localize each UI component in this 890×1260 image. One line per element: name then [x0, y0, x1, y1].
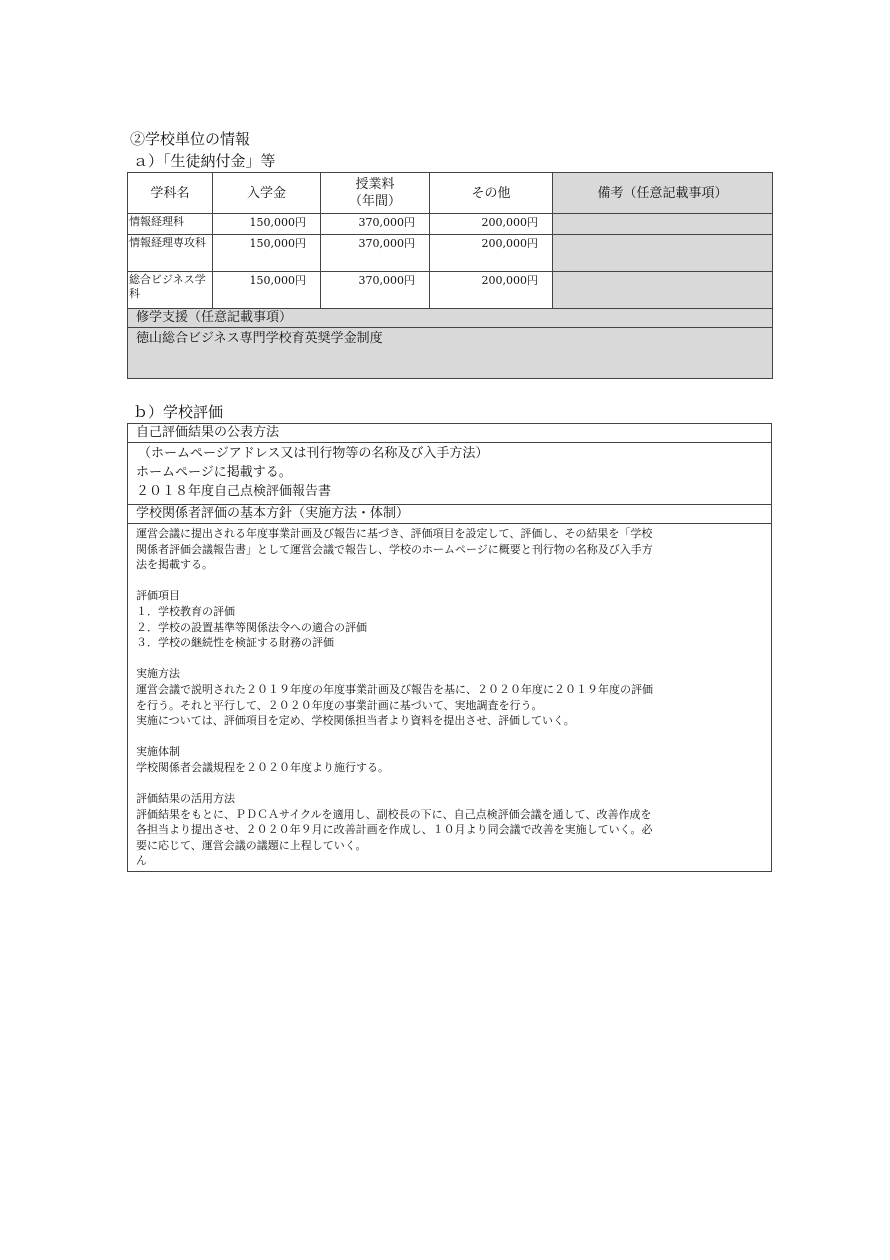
table-row [128, 272, 773, 309]
list-item: １．学校教育の評価 [136, 604, 235, 618]
table-row [128, 214, 773, 235]
intro-line: 関係者評価会議報告書」として運営会議で報告し、学校のホームページに概要と刊行物の名称及び入手方 [136, 542, 653, 556]
header-notes: 備考（任意記載事項） [553, 173, 773, 214]
self-eval-header: 自己評価結果の公表方法 [128, 424, 771, 443]
header-department: 学科名 [128, 173, 213, 214]
method-title: 実施方法 [136, 667, 180, 681]
tuition-fee: 370,000円 [321, 272, 430, 309]
fees-header-row [128, 173, 773, 214]
self-eval-line1: ホームページに掲載する。 [136, 465, 292, 480]
table-row [128, 235, 773, 272]
support-body-row [128, 328, 773, 379]
department-name: 総合ビジネス学科 [128, 272, 213, 309]
header-other: その他 [430, 173, 553, 214]
department-name: 情報経理専攻科 [128, 235, 213, 272]
fees-title: ａ）「生徒納付金」等 [133, 152, 276, 170]
intro-line: 運営会議に提出される年度事業計画及び報告に基づき、評価項目を設定して、評価し、その結果を「学校 [136, 527, 653, 540]
use-line: 各担当より提出させ、２０２０年９月に改善計画を作成し、１０月より同会議で改善を実施していく。必 [136, 823, 653, 837]
other-fee: 200,000円 [430, 235, 553, 272]
tuition-fee: 370,000円 [321, 214, 430, 235]
fees-table [127, 172, 773, 379]
method-line: 運営会議で説明された２０１９年度の年度事業計画及び報告を基に、２０２０年度に２０１９年度の評価 [136, 682, 653, 696]
list-item: ２．学校の設置基準等関係法令への適合の評価 [136, 620, 367, 634]
entrance-fee: 150,000円 [213, 272, 321, 309]
stakeholder-body [128, 524, 771, 871]
section-title: ②学校単位の情報 [130, 130, 251, 148]
tuition-fee: 370,000円 [321, 235, 430, 272]
list-item: ３．学校の継続性を検証する財務の評価 [136, 636, 334, 650]
department-name: 情報経理科 [128, 214, 213, 235]
stakeholder-header: 学校関係者評価の基本方針（実施方法・体制） [128, 505, 771, 524]
notes-cell [553, 214, 773, 235]
self-eval-line2: ２０１８年度自己点検評価報告書 [136, 484, 332, 499]
evaluation-box [127, 423, 772, 872]
other-fee: 200,000円 [430, 214, 553, 235]
entrance-fee: 150,000円 [213, 235, 321, 272]
system-title: 実施体制 [136, 745, 180, 759]
support-body: 徳山総合ビジネス専門学校育英奨学金制度 [128, 328, 773, 379]
use-line: ん [136, 854, 147, 868]
use-line: 要に応じて、運営会議の議題に上程していく。 [136, 838, 367, 852]
support-header: 修学支援（任意記載事項） [128, 309, 773, 328]
use-title: 評価結果の活用方法 [136, 792, 235, 806]
method-line: を行う。それと平行して、２０２０年度の事業計画に基づいて、実地調査を行う。 [136, 698, 543, 712]
intro-line: 法を掲載する。 [136, 558, 213, 572]
eval-title: ｂ）学校評価 [133, 403, 224, 421]
use-line: 評価結果をもとに、ＰＤＣＡサイクルを適用し、副校長の下に、自己点検評価会議を通して、改善作成を [136, 807, 652, 821]
notes-cell [553, 235, 773, 272]
system-line: 学校関係者会議規程を２０２０年度より施行する。 [136, 760, 389, 774]
entrance-fee: 150,000円 [213, 214, 321, 235]
notes-cell [553, 272, 773, 309]
other-fee: 200,000円 [430, 272, 553, 309]
header-tuition: 授業料 （年間） [321, 173, 430, 214]
items-title: 評価項目 [136, 589, 180, 603]
support-header-row [128, 309, 773, 328]
self-eval-sub: （ホームページアドレス又は刊行物等の名称及び入手方法） [138, 446, 489, 461]
self-eval-body [128, 443, 771, 505]
method-line: 実施については、評価項目を定め、学校関係担当者より資料を提出させ、評価していく。 [136, 714, 575, 728]
header-entrance-fee: 入学金 [213, 173, 321, 214]
